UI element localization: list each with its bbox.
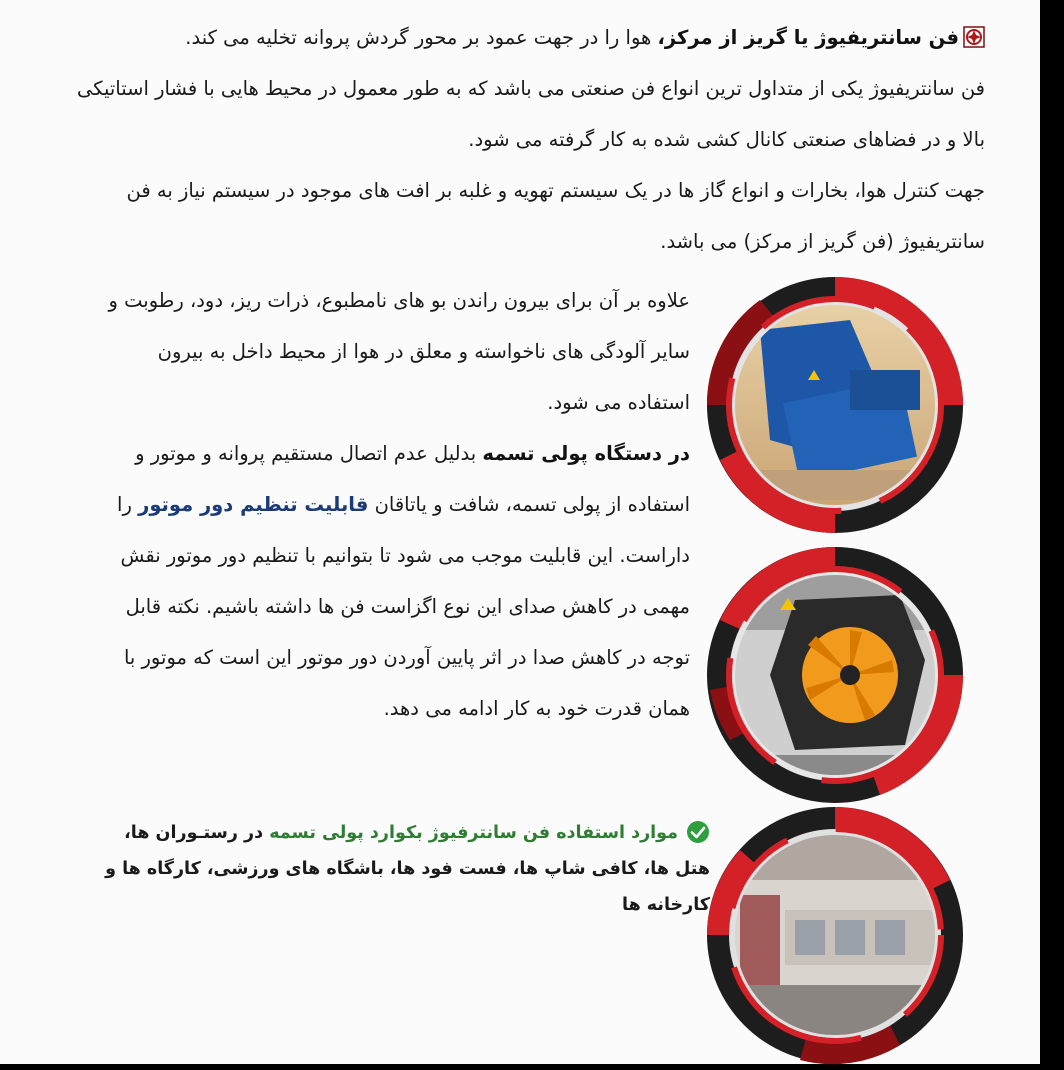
orange-impeller-fan-photo bbox=[700, 540, 970, 810]
usage-rest-text: در رستـوران ها، هتل ها، کافی شاپ ها، فست فود ها، باشگاه های ورزشی، کارگاه ها و کارخانه ها bbox=[105, 823, 710, 915]
middle-para-1: علاوه بر آن برای بیرون راندن بو های نامطبوع، ذرات ریز، دود، رطوبت و سایر آلودگی های ناخواسته و معلق در هوا از محیط داخل به بیرون استفاده می شود. bbox=[108, 289, 690, 414]
belt-text-2: را داراست. این قابلیت موجب می شود تا بتوانیم با تنظیم دور موتور نقش مهمی در کاهش صدای این نوع اگزاست فن ها داشته باشیم. نکته قابل توجه در کاهش صدا در اثر پایین آوردن دور موتور این است که موتور با همان قدرت خود به کار ادامه می دهد. bbox=[117, 493, 690, 720]
intro-para-1: فن سانتریفیوژ یکی از متداول ترین انواع فن صنعتی می باشد که به طور معمول در محیط هایی با فشار استاتیکی بالا و در فضاهای صنعتی کانال کشی شده به کار گرفته می شود. bbox=[76, 77, 985, 151]
intro-title-line bbox=[60, 12, 985, 63]
intro-block bbox=[60, 12, 985, 267]
intro-para-2: جهت کنترل هوا، بخارات و انواع گاز ها در یک سیستم تهویه و غلبه بر افت های موجود در سیستم نیاز به فن سانتریفیوژ (فن گریز از مرکز) می باشد. bbox=[126, 179, 985, 253]
right-edge-strip bbox=[1040, 0, 1064, 1064]
fan-icon bbox=[963, 16, 985, 38]
middle-block bbox=[100, 275, 690, 734]
belt-paragraph bbox=[100, 428, 690, 734]
intro-title-rest: هوا را در جهت عمود بر محور گردش پروانه تخلیه می کند. bbox=[185, 26, 658, 49]
factory-fans-photo bbox=[700, 800, 970, 1070]
belt-bold: در دستگاه پولی تسمه bbox=[482, 442, 690, 465]
blue-belt-fan-photo bbox=[700, 270, 970, 540]
belt-text-1: بدلیل عدم اتصال مستقیم پروانه و موتور و استفاده از پولی تسمه، شافت و یاتاقان bbox=[135, 442, 690, 516]
intro-title-bold: فن سانتریفیوژ یا گریز از مرکز، bbox=[657, 26, 959, 49]
usage-block bbox=[100, 815, 710, 923]
belt-highlight: قابلیت تنظیم دور موتور bbox=[138, 493, 369, 516]
usage-green-text: موارد استفاده فن سانترفیوژ بکوارد پولی تسمه bbox=[269, 823, 678, 843]
